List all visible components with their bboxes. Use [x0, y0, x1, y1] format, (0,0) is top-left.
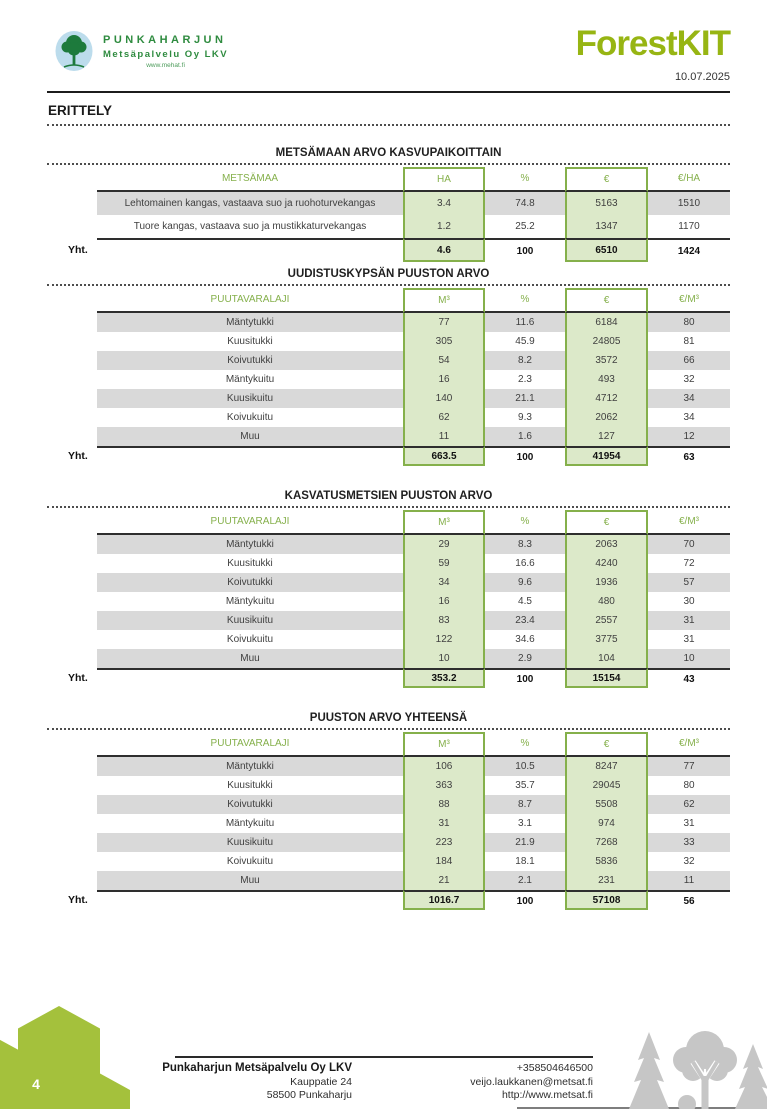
row-gutter	[47, 370, 97, 389]
total-label: Yht.	[68, 672, 88, 684]
cell-value: 9.3	[518, 412, 532, 423]
table-row	[47, 535, 730, 554]
dotted-divider	[47, 284, 730, 286]
cell-value: 77	[403, 313, 485, 332]
row-label: Koivukuitu	[226, 412, 274, 423]
cell-value: 25.2	[515, 221, 535, 232]
row-gutter	[47, 814, 97, 833]
cell-value: 30	[683, 596, 695, 607]
table-row	[47, 215, 730, 238]
column-header: €/M³	[648, 288, 730, 313]
cell-value: 31	[648, 611, 730, 630]
cell-value: 34	[683, 412, 695, 423]
total-value: 353.2	[403, 668, 485, 688]
logo-subtitle-text: Metsäpalvelu Oy LKV	[103, 49, 229, 60]
cell-value: 29045	[565, 776, 648, 795]
table-row	[47, 351, 730, 370]
column-header-label: METSÄMAA	[97, 167, 403, 192]
cell-value: 21.1	[485, 389, 565, 408]
cell-value: 23.4	[485, 611, 565, 630]
cell-value: 2.1	[485, 871, 565, 890]
table-title: UUDISTUSKYPSÄN PUUSTON ARVO	[287, 268, 490, 280]
cell-value: 106	[403, 757, 485, 776]
cell-value: 3572	[565, 351, 648, 370]
row-label: Kuusikuitu	[97, 833, 403, 852]
cell-value: 4712	[565, 389, 648, 408]
row-gutter	[47, 535, 97, 554]
row-label: Koivutukki	[97, 795, 403, 814]
table-row	[47, 313, 730, 332]
cell-value: 88	[403, 795, 485, 814]
cell-value: 80	[648, 313, 730, 332]
table-row	[47, 795, 730, 814]
table-row	[47, 757, 730, 776]
cell-value: 2.9	[485, 649, 565, 668]
header-gutter	[47, 510, 97, 535]
tree-logo-icon	[55, 30, 95, 76]
column-header: €/M³	[648, 732, 730, 757]
total-value: 43	[648, 668, 730, 688]
cell-value: 3.1	[518, 818, 532, 829]
footer-company-name: Punkaharjun Metsäpalvelu Oy LKV	[162, 1062, 352, 1074]
total-spacer	[97, 890, 403, 910]
footer-address-line1: Kauppatie 24	[290, 1075, 352, 1088]
row-gutter	[47, 192, 97, 215]
cell-value: 10	[403, 649, 485, 668]
table-total-row	[47, 238, 730, 262]
total-value: 100	[485, 890, 565, 910]
row-label: Kuusikuitu	[97, 611, 403, 630]
cell-value: 62	[403, 408, 485, 427]
row-label: Kuusitukki	[227, 780, 273, 791]
column-header: %	[485, 510, 565, 535]
cell-value: 1347	[565, 215, 648, 238]
cell-value: 18.1	[515, 856, 535, 867]
total-value: 57108	[565, 890, 648, 910]
footer-email: veijo.laukkanen@metsat.fi	[470, 1075, 593, 1088]
cell-value: 10	[648, 649, 730, 668]
cell-value: 8.3	[485, 535, 565, 554]
table-1	[47, 146, 730, 262]
cell-value: 11	[648, 871, 730, 890]
total-label: Yht.	[68, 244, 88, 256]
cell-value: 16	[403, 370, 485, 389]
column-header: €	[565, 510, 648, 535]
document-date: 10.07.2025	[674, 71, 730, 83]
table-row	[47, 332, 730, 351]
cell-value: 1936	[565, 573, 648, 592]
table-row	[47, 871, 730, 890]
column-header: M³	[403, 732, 485, 757]
header-gutter	[47, 288, 97, 313]
cell-value: 305	[403, 332, 485, 351]
cell-value: 32	[683, 374, 695, 385]
total-spacer	[97, 238, 403, 262]
row-label: Kuusitukki	[227, 336, 273, 347]
cell-value: 16.6	[515, 558, 535, 569]
row-label: Tuore kangas, vastaava suo ja mustikkaturvekangas	[133, 221, 367, 232]
cell-value: 5163	[565, 192, 648, 215]
cell-value: 4240	[565, 554, 648, 573]
footer-address-line2: 58500 Punkaharju	[266, 1089, 352, 1101]
row-label: Mäntytukki	[97, 757, 403, 776]
total-value: 1424	[648, 238, 730, 262]
cell-value: 1510	[648, 192, 730, 215]
footer-phone: +358504646500	[516, 1062, 593, 1074]
row-gutter	[47, 795, 97, 814]
column-header: €	[565, 288, 648, 313]
total-value: 6510	[565, 238, 648, 262]
header-divider	[47, 91, 730, 93]
cell-value: 2063	[565, 535, 648, 554]
row-gutter	[47, 592, 97, 611]
cell-value: 4.5	[518, 596, 532, 607]
cell-value: 32	[683, 856, 695, 867]
cell-value: 7268	[565, 833, 648, 852]
table-row	[47, 611, 730, 630]
cell-value: 35.7	[515, 780, 535, 791]
row-gutter	[47, 649, 97, 668]
page-number: 4	[32, 1076, 40, 1092]
column-header: €	[565, 732, 648, 757]
cell-value: 16	[403, 592, 485, 611]
row-gutter	[47, 332, 97, 351]
cell-value: 3.4	[403, 192, 485, 215]
footer-divider	[175, 1056, 593, 1058]
row-gutter	[47, 776, 97, 795]
table-title: METSÄMAAN ARVO KASVUPAIKOITTAIN	[275, 147, 502, 159]
cell-value: 140	[403, 389, 485, 408]
table-title: KASVATUSMETSIEN PUUSTON ARVO	[284, 490, 493, 502]
header-gutter	[47, 732, 97, 757]
row-label: Kuusikuitu	[97, 389, 403, 408]
total-spacer	[97, 446, 403, 466]
table-3	[47, 489, 730, 688]
column-header: %	[485, 288, 565, 313]
cell-value: 21.9	[485, 833, 565, 852]
section-dotted-divider	[47, 124, 730, 126]
cell-value: 2.3	[518, 374, 532, 385]
cell-value: 493	[565, 370, 648, 389]
cell-value: 11.6	[485, 313, 565, 332]
table-row	[47, 852, 730, 871]
cell-value: 80	[683, 780, 695, 791]
cell-value: 9.6	[485, 573, 565, 592]
cell-value: 5508	[565, 795, 648, 814]
table-row	[47, 427, 730, 446]
total-value: 1016.7	[403, 890, 485, 910]
total-value: 41954	[565, 446, 648, 466]
row-label: Mäntytukki	[97, 313, 403, 332]
forestkit-logo: ForestKIT	[575, 24, 730, 63]
row-label: Koivutukki	[97, 573, 403, 592]
cell-value: 70	[648, 535, 730, 554]
cell-value: 11	[403, 427, 485, 446]
total-value: 100	[485, 668, 565, 688]
header-gutter	[47, 167, 97, 192]
row-label: Kuusitukki	[227, 558, 273, 569]
cell-value: 34	[648, 389, 730, 408]
cell-value: 72	[683, 558, 695, 569]
table-header-row	[47, 732, 730, 757]
row-label: Muu	[97, 871, 403, 890]
table-row	[47, 573, 730, 592]
row-label: Muu	[97, 427, 403, 446]
cell-value: 45.9	[515, 336, 535, 347]
cell-value: 57	[648, 573, 730, 592]
row-label: Mäntykuitu	[225, 374, 275, 385]
cell-value: 127	[565, 427, 648, 446]
row-gutter	[47, 427, 97, 446]
row-label: Lehtomainen kangas, vastaava suo ja ruohoturvekangas	[97, 192, 403, 215]
total-value: 4.6	[403, 238, 485, 262]
cell-value: 12	[648, 427, 730, 446]
table-title: PUUSTON ARVO YHTEENSÄ	[309, 712, 468, 724]
table-4	[47, 711, 730, 910]
cell-value: 83	[403, 611, 485, 630]
cell-value: 62	[648, 795, 730, 814]
row-gutter	[47, 215, 97, 238]
row-gutter	[47, 389, 97, 408]
cell-value: 31	[683, 634, 695, 645]
dotted-divider	[47, 506, 730, 508]
section-title: ERITTELY	[48, 103, 113, 118]
total-value: 100	[485, 238, 565, 262]
table-header-row	[47, 167, 730, 192]
table-header-row	[47, 288, 730, 313]
cell-value: 54	[403, 351, 485, 370]
cell-value: 5836	[565, 852, 648, 871]
column-header: €/M³	[648, 510, 730, 535]
cell-value: 122	[403, 630, 485, 649]
table-row	[47, 389, 730, 408]
cell-value: 33	[648, 833, 730, 852]
total-spacer	[97, 668, 403, 688]
company-logo	[55, 30, 228, 76]
table-row	[47, 408, 730, 427]
table-row	[47, 630, 730, 649]
cell-value: 184	[403, 852, 485, 871]
footer-website: http://www.metsat.fi	[501, 1089, 593, 1101]
cell-value: 8.2	[485, 351, 565, 370]
logo-website-text: www.mehat.fi	[146, 62, 185, 69]
table-row	[47, 776, 730, 795]
cell-value: 34	[403, 573, 485, 592]
total-value: 56	[648, 890, 730, 910]
cell-value: 34.6	[515, 634, 535, 645]
cell-value: 10.5	[485, 757, 565, 776]
row-gutter	[47, 611, 97, 630]
column-header: €	[565, 167, 648, 192]
total-value: 100	[485, 446, 565, 466]
column-header-label: PUUTAVARALAJI	[97, 288, 403, 313]
row-label: Mäntykuitu	[225, 596, 275, 607]
cell-value: 81	[683, 336, 695, 347]
table-total-row	[47, 890, 730, 910]
row-gutter	[47, 408, 97, 427]
cell-value: 21	[403, 871, 485, 890]
footer-company-block	[140, 1062, 352, 1103]
row-label: Koivutukki	[97, 351, 403, 370]
table-total-row	[47, 446, 730, 466]
row-gutter	[47, 630, 97, 649]
total-label: Yht.	[68, 450, 88, 462]
cell-value: 1.6	[485, 427, 565, 446]
cell-value: 3775	[565, 630, 648, 649]
column-header: €/HA	[648, 167, 730, 192]
table-2	[47, 267, 730, 466]
total-value: 663.5	[403, 446, 485, 466]
column-header: M³	[403, 288, 485, 313]
row-label: Muu	[97, 649, 403, 668]
cell-value: 8.7	[485, 795, 565, 814]
cell-value: 1.2	[403, 215, 485, 238]
table-header-row	[47, 510, 730, 535]
column-header: HA	[403, 167, 485, 192]
cell-value: 363	[403, 776, 485, 795]
cell-value: 223	[403, 833, 485, 852]
column-header-label: PUUTAVARALAJI	[97, 510, 403, 535]
cell-value: 231	[565, 871, 648, 890]
row-label: Mäntykuitu	[225, 818, 275, 829]
dotted-divider	[47, 728, 730, 730]
row-gutter	[47, 573, 97, 592]
table-row	[47, 554, 730, 573]
cell-value: 24805	[565, 332, 648, 351]
table-row	[47, 192, 730, 215]
row-gutter	[47, 852, 97, 871]
cell-value: 1170	[678, 221, 700, 232]
logo-brand-text: PUNKAHARJUN	[103, 34, 227, 46]
row-gutter	[47, 351, 97, 370]
cell-value: 31	[403, 814, 485, 833]
cell-value: 59	[403, 554, 485, 573]
column-header: %	[485, 732, 565, 757]
cell-value: 74.8	[485, 192, 565, 215]
table-row	[47, 814, 730, 833]
row-label: Koivukuitu	[226, 856, 274, 867]
column-header-label: PUUTAVARALAJI	[97, 732, 403, 757]
row-label: Koivukuitu	[226, 634, 274, 645]
cell-value: 104	[565, 649, 648, 668]
cell-value: 66	[648, 351, 730, 370]
row-gutter	[47, 313, 97, 332]
cell-value: 77	[648, 757, 730, 776]
row-gutter	[47, 833, 97, 852]
row-gutter	[47, 871, 97, 890]
cell-value: 2557	[565, 611, 648, 630]
cell-value: 31	[683, 818, 695, 829]
cell-value: 29	[403, 535, 485, 554]
cell-value: 8247	[565, 757, 648, 776]
total-value: 15154	[565, 668, 648, 688]
cell-value: 6184	[565, 313, 648, 332]
column-header: %	[485, 167, 565, 192]
row-gutter	[47, 554, 97, 573]
trees-silhouette-icon	[627, 1024, 767, 1109]
cell-value: 480	[565, 592, 648, 611]
table-row	[47, 649, 730, 668]
dotted-divider	[47, 163, 730, 165]
table-total-row	[47, 668, 730, 688]
row-gutter	[47, 757, 97, 776]
footer-contact-block	[381, 1062, 593, 1103]
table-row	[47, 592, 730, 611]
total-value: 63	[648, 446, 730, 466]
total-label: Yht.	[68, 894, 88, 906]
cell-value: 2062	[565, 408, 648, 427]
column-header: M³	[403, 510, 485, 535]
table-row	[47, 370, 730, 389]
table-row	[47, 833, 730, 852]
row-label: Mäntytukki	[97, 535, 403, 554]
cell-value: 974	[565, 814, 648, 833]
